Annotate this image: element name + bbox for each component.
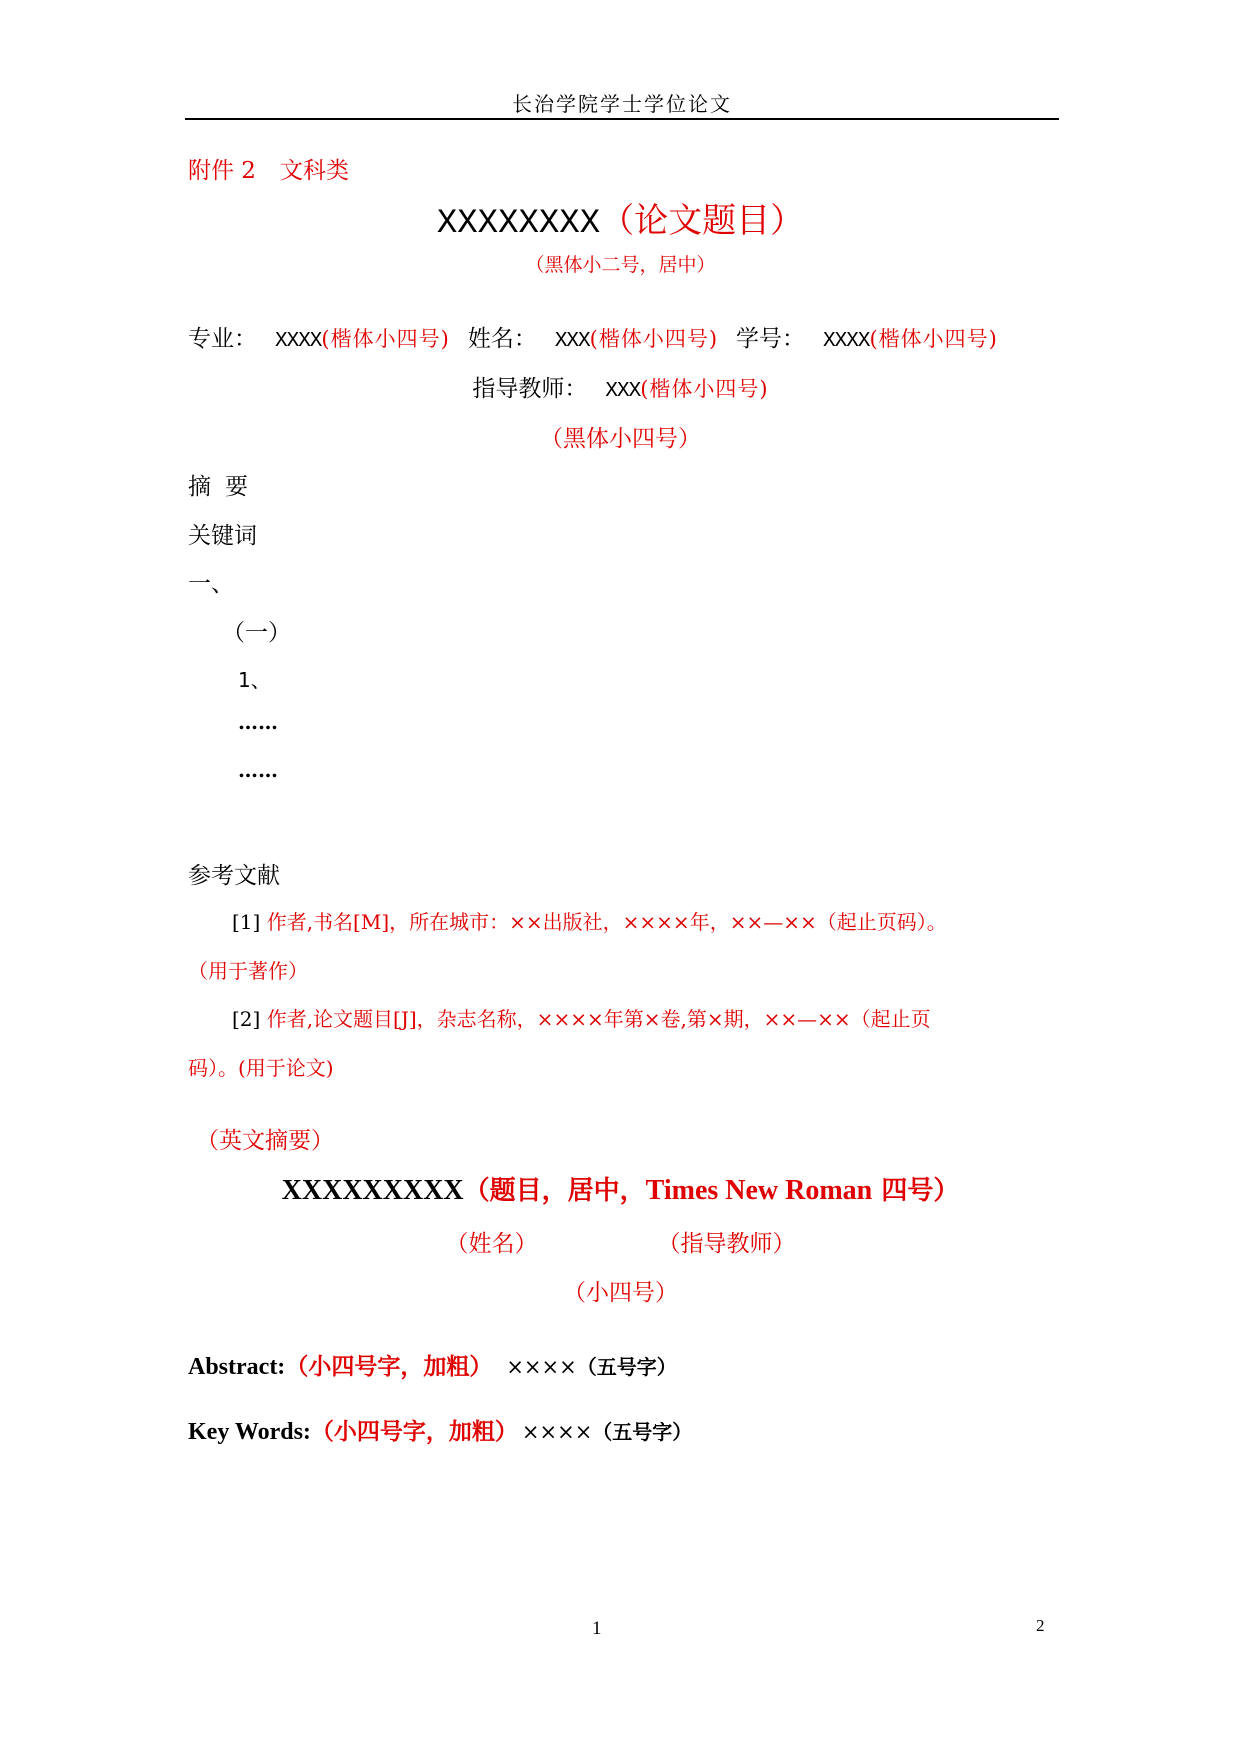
major-value: XXXX: [275, 330, 322, 353]
english-keywords-requirement: （小四号字，加粗）: [310, 1419, 518, 1445]
english-keywords-label: Key Words:: [188, 1419, 311, 1445]
english-abstract-placeholder: ××××: [506, 1355, 577, 1379]
running-header: 长治学院学士学位论文: [512, 92, 732, 116]
outline-ellipsis: ……: [238, 710, 278, 734]
english-title-note-prefix: （题目，居中，: [463, 1176, 646, 1206]
english-names-line: [0, 1225, 1241, 1258]
english-abstract-requirement: （小四号字，加粗）: [285, 1354, 493, 1380]
name-format-note: (楷体小四号): [589, 327, 719, 351]
english-abstract-field: [188, 1348, 677, 1381]
name-value: XXX: [554, 330, 590, 353]
reference-item-1: [232, 906, 947, 935]
english-name-note: （姓名）: [445, 1231, 538, 1257]
student-id-label: 学号：: [736, 326, 806, 352]
english-keywords-size: （五号字）: [592, 1420, 693, 1444]
english-size-note: （小四号）: [563, 1280, 678, 1306]
annex-label: [188, 152, 349, 185]
title-placeholder: XXXXXXXX: [436, 205, 601, 243]
page-number: 1: [592, 1618, 602, 1639]
abstract-heading: 摘要: [188, 474, 262, 500]
english-keywords-placeholder: ××××: [521, 1420, 593, 1444]
name-label: 姓名：: [467, 326, 537, 352]
page-counter: 2: [1036, 1616, 1045, 1635]
reference-item-1-continuation: （用于著作）: [188, 959, 308, 983]
english-title: [0, 1170, 1241, 1207]
reference-number: [1]: [232, 910, 261, 934]
english-advisor-note: （指导教师）: [657, 1231, 796, 1257]
thesis-title: [0, 193, 1241, 243]
outline-ellipsis: ……: [238, 758, 278, 782]
advisor-line: [0, 370, 1241, 403]
advisor-label: 指导教师：: [472, 376, 588, 402]
header-rule: [185, 118, 1059, 120]
annex-number: 附件 2: [188, 158, 256, 184]
major-format-note: (楷体小四号): [321, 327, 450, 351]
reference-number: [2]: [232, 1007, 261, 1031]
advisor-format-note: (楷体小四号): [640, 377, 769, 401]
title-label: （论文题目）: [600, 201, 805, 241]
outline-level-2: （一）: [222, 620, 291, 646]
student-id-value: XXXX: [823, 330, 870, 353]
advisor-value: XXX: [605, 380, 641, 403]
student-info-line: [188, 320, 998, 353]
keywords-heading: 关键词: [188, 523, 257, 549]
title-format-note: （黑体小二号，居中）: [525, 254, 716, 276]
reference-item-2: [232, 1003, 931, 1032]
english-abstract-size: （五号字）: [576, 1355, 677, 1379]
labels-format-note: （黑体小四号）: [540, 426, 701, 452]
outline-level-3: 1、: [238, 668, 271, 692]
outline-level-1: 一、: [188, 571, 234, 597]
reference-text: 作者,书名[M]，所在城市：××出版社，××××年，××—××（起止页码）。: [260, 910, 947, 934]
reference-text: 作者,论文题目[J]，杂志名称，××××年第×卷,第×期，××—××（起止页: [260, 1007, 931, 1031]
english-abstract-label: Abstract:: [188, 1354, 286, 1380]
english-keywords-field: [188, 1413, 692, 1446]
english-title-placeholder: XXXXXXXXX: [281, 1175, 464, 1206]
student-id-format-note: (楷体小四号): [869, 327, 998, 351]
major-label: 专业：: [188, 326, 257, 352]
references-heading: 参考文献: [188, 863, 280, 889]
english-title-note-font: Times New Roman: [645, 1175, 873, 1206]
english-title-note-suffix: 四号）: [872, 1176, 960, 1206]
reference-item-2-continuation: 码）。(用于论文): [188, 1056, 334, 1080]
annex-category: 文科类: [279, 158, 349, 184]
english-abstract-note: （英文摘要）: [196, 1128, 334, 1154]
